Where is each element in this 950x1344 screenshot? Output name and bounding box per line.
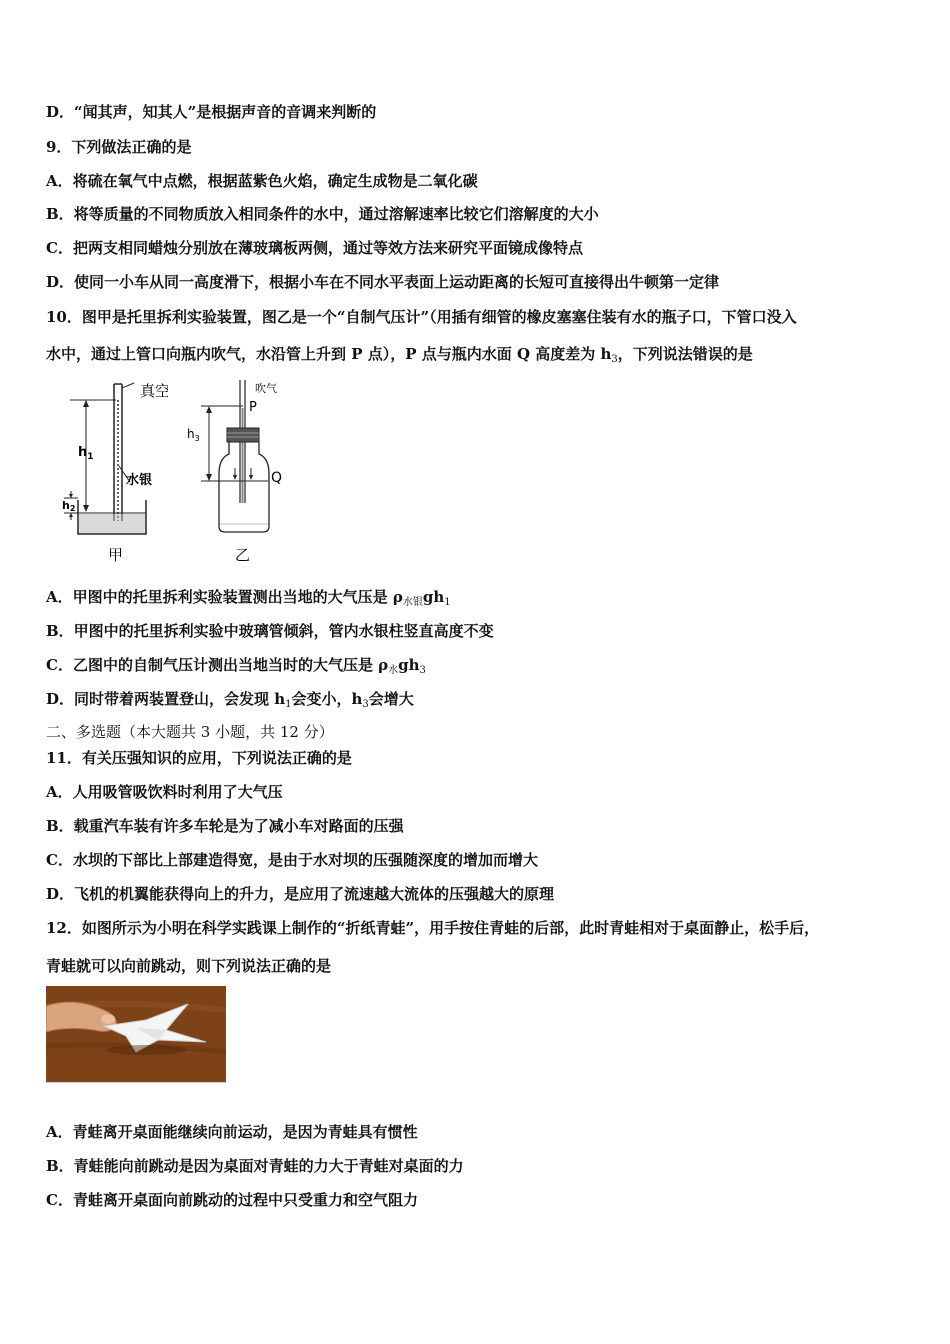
label-blow: 吹气 [255, 382, 277, 395]
q12-stem-line2: 青蛙就可以向前跳动，则下列说法正确的是 [46, 957, 332, 975]
q10-option-b: B．甲图中的托里拆利实验中玻璃管倾斜，管内水银柱竖直高度不变 [46, 622, 494, 640]
paper-frog-photo [46, 986, 226, 1083]
section-multiple-choice-heading: 二、多选题（本大题共 3 小题，共 12 分） [46, 723, 334, 741]
label-q: Q [271, 470, 283, 486]
q10-stem-line2: 水中，通过上管口向瓶内吹气，水沿管上升到 P 点），P 点与瓶内水面 Q 高度差为 $h_3$，下列说法错误的是 [46, 345, 753, 365]
q11-option-a: A．人用吸管吸饮料时利用了大气压 [46, 783, 283, 801]
q11-stem: 11．有关压强知识的应用，下列说法正确的是 [46, 749, 352, 767]
q10-option-a: A．甲图中的托里拆利实验装置测出当地的大气压是 $\rho_{水银}gh_1$ [46, 588, 451, 608]
q11-option-d: D．飞机的机翼能获得向上的升力，是应用了流速越大流体的压强越大的原理 [46, 885, 555, 903]
q9-option-a: A．将硫在氧气中点燃，根据蓝紫色火焰，确定生成物是二氧化碳 [46, 172, 478, 190]
q9-option-b: B．将等质量的不同物质放入相同条件的水中，通过溶解速率比较它们溶解度的大小 [46, 205, 599, 223]
q12-option-b: B．青蛙能向前跳动是因为桌面对青蛙的力大于青蛙对桌面的力 [46, 1157, 464, 1175]
q8-option-d: D．“闻其声，知其人”是根据声音的音调来判断的 [46, 103, 377, 121]
label-p: P [249, 400, 257, 415]
q11-option-b: B．载重汽车装有许多车轮是为了减小车对路面的压强 [46, 817, 404, 835]
caption-yi: 乙 [235, 546, 251, 564]
q12-option-a: A．青蛙离开桌面能继续向前运动，是因为青蛙具有惯性 [46, 1123, 418, 1141]
label-h1: $h_1$ [78, 445, 94, 462]
q10-option-d: D．同时带着两装置登山，会发现 $h_1$会变小，$h_3$会增大 [46, 690, 414, 710]
q9-option-d: D．使同一小车从同一高度滑下，根据小车在不同水平表面上运动距离的长短可直接得出牛顿第一定律 [46, 273, 720, 291]
q9-stem: 9．下列做法正确的是 [46, 138, 192, 156]
figure-homemade-barometer [183, 378, 303, 568]
q9-option-c: C．把两支相同蜡烛分别放在薄玻璃板两侧，通过等效方法来研究平面镜成像特点 [46, 239, 583, 257]
q12-option-c: C．青蛙离开桌面向前跳动的过程中只受重力和空气阻力 [46, 1191, 418, 1209]
q11-option-c: C．水坝的下部比上部建造得宽，是由于水对坝的压强随深度的增加而增大 [46, 851, 538, 869]
q12-stem-line1: 12．如图所示为小明在科学实践课上制作的“折纸青蛙”，用手按住青蛙的后部，此时青蛙相对于桌面静止，松手后， [46, 919, 820, 937]
q10-option-c: C．乙图中的自制气压计测出当地当时的大气压是 $\rho_水gh_3$ [46, 656, 426, 676]
caption-jia: 甲 [108, 546, 124, 564]
label-h2: h2 [62, 499, 76, 513]
figure-torricelli [58, 378, 168, 568]
label-vacuum: 真空 [140, 382, 168, 400]
label-h3: $h_3$ [187, 427, 200, 443]
label-mercury: 水银 [126, 473, 153, 488]
q10-stem-line1: 10．图甲是托里拆利实验装置，图乙是一个“自制气压计”（用插有细管的橡皮塞塞住装有水的瓶子口，下管口没入 [46, 308, 797, 326]
